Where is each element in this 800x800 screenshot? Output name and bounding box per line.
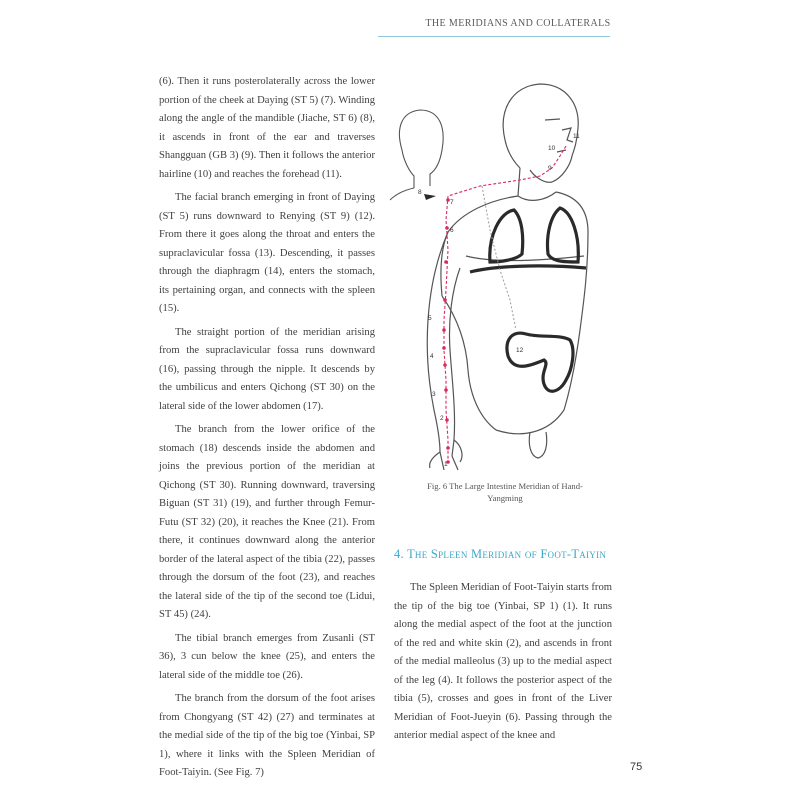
left-text-column xyxy=(159,73,375,788)
arrow-icon xyxy=(424,194,436,200)
section-heading: 4. The Spleen Meridian of Foot-Taiyin xyxy=(394,547,607,561)
header-rule xyxy=(378,36,610,37)
label-mouth: 10 xyxy=(548,145,556,152)
paragraph: The straight portion of the meridian arising from the supraclavicular fossa runs downward (16), passing through the nipple. It descends by the umbilicus and enters Qichong (ST 30) on the lateral side of the lower abdomen (17). xyxy=(159,326,375,412)
label-forearm: 4 xyxy=(430,353,434,360)
paragraph: The tibial branch emerges from Zusanli (ST 36), 3 cun below the knee (25), and enters the lateral side of the middle toe (26). xyxy=(159,632,375,681)
label-elbow: 5 xyxy=(428,315,432,322)
figure-caption: Fig. 6 The Large Intestine Meridian of Hand-Yangming xyxy=(427,481,583,503)
front-head-outline xyxy=(503,84,578,200)
arm-outline xyxy=(427,232,462,470)
page-number: 75 xyxy=(630,761,643,773)
paragraph: The branch from the dorsum of the foot arises from Chongyang (ST 42) (27) and terminates at the medial side of the tip of the big toe (Yinbai, SP 1), where it links with the Spleen Meridian of Foot-Taiyin. (See Fig. 7) xyxy=(159,693,375,778)
label-neck: 9 xyxy=(548,165,552,172)
large-intestine xyxy=(507,333,573,391)
label-upper-arm: 6 xyxy=(450,227,454,234)
meridian-figure xyxy=(384,76,614,476)
label-hand: 2 xyxy=(440,415,444,422)
label-wrist: 3 xyxy=(432,391,436,398)
back-head-outline xyxy=(390,110,443,200)
torso-outline xyxy=(441,192,588,458)
running-header: THE MERIDIANS AND COLLATERALS xyxy=(425,18,611,29)
label-abdomen: 12 xyxy=(516,347,524,354)
label-shoulder: 7 xyxy=(450,199,454,206)
paragraph: The facial branch emerging in front of Daying (ST 5) runs downward to Renying (ST 9) (12). From there it goes along the throat and enters the supraclavicular fossa (13). Descending, it passes through the diaphragm (14), enters the stomach, its pertaining organ, and connects with the spleen (15). xyxy=(159,192,375,314)
paragraph: The branch from the lower orifice of the stomach (18) descends inside the abdomen and joins the previous portion of the meridian at Qichong (ST 30). Running downward, traversing Biguan (ST 31) (19), and further through Femur-Futu (ST 32) (20), it reaches the Knee (21). From there, it continues downward along the anterior border of the lateral aspect of the tibia (22), passes through the dorsum of the foot (23), and reaches the lateral side of the tip of the second toe (Lidui, ST 45) (24). xyxy=(159,424,375,620)
paragraph: (6). Then it runs posterolaterally across the lower portion of the cheek at Daying (ST 5) (7). Winding along the angle of the mandible (Jiache, ST 6) (8), it ascends in front of the ear and traverses Shangguan (GB 3) (9). Then it follows the anterior hairline (10) and reaches the forehead (11). xyxy=(159,76,375,180)
paragraph: The Spleen Meridian of Foot-Taiyin starts from the tip of the big toe (Yinbai, SP 1) (1). It runs along the medial aspect of the foot at the junction of the red and white skin (2), and ascends in front of the medial malleolus (3) up to the medial aspect of the leg (4). It follows the posterior aspect of the tibia (5), crosses and goes in front of the Liver Meridian of Foot-Jueyin (6). Passing through the anterior medial aspect of the knee and xyxy=(394,582,612,741)
right-text-column xyxy=(394,579,612,751)
label-nose: 11 xyxy=(573,133,580,140)
label-ear: 8 xyxy=(418,189,422,196)
meridian-line xyxy=(444,146,566,462)
label-finger: 1 xyxy=(444,461,448,468)
